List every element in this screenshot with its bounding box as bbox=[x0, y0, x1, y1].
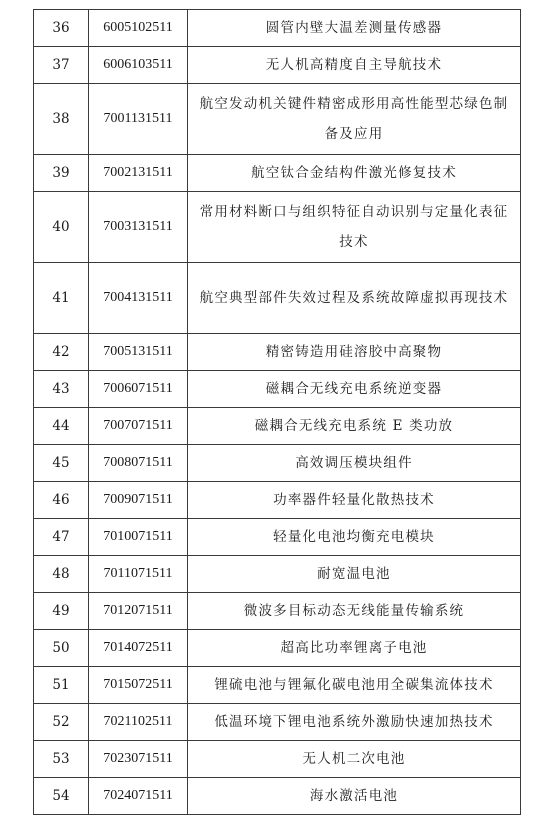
technology-name-cell: 功率器件轻量化散热技术 bbox=[188, 482, 521, 519]
row-number-cell: 44 bbox=[34, 408, 89, 445]
technology-name-cell: 超高比功率锂离子电池 bbox=[188, 630, 521, 667]
technology-name-cell: 航空发动机关键件精密成形用高性能型芯绿色制备及应用 bbox=[188, 84, 521, 155]
table-row bbox=[34, 556, 521, 593]
project-code-cell: 7023071511 bbox=[89, 741, 188, 778]
project-code-cell: 6005102511 bbox=[89, 10, 188, 47]
table-row bbox=[34, 47, 521, 84]
table-row bbox=[34, 741, 521, 778]
row-number-cell: 45 bbox=[34, 445, 89, 482]
project-code-cell: 7024071511 bbox=[89, 778, 188, 815]
table-row bbox=[34, 192, 521, 263]
project-code-cell: 7011071511 bbox=[89, 556, 188, 593]
technology-name-cell: 海水激活电池 bbox=[188, 778, 521, 815]
table-row bbox=[34, 593, 521, 630]
project-code-cell: 7021102511 bbox=[89, 704, 188, 741]
technology-name-cell: 轻量化电池均衡充电模块 bbox=[188, 519, 521, 556]
technology-name-cell: 无人机高精度自主导航技术 bbox=[188, 47, 521, 84]
technology-list-table-wrapper bbox=[33, 9, 509, 815]
table-row bbox=[34, 84, 521, 155]
table-row bbox=[34, 704, 521, 741]
table-row bbox=[34, 445, 521, 482]
table-body bbox=[34, 10, 521, 815]
row-number-cell: 39 bbox=[34, 155, 89, 192]
technology-name-cell: 低温环境下锂电池系统外激励快速加热技术 bbox=[188, 704, 521, 741]
project-code-cell: 6006103511 bbox=[89, 47, 188, 84]
project-code-cell: 7002131511 bbox=[89, 155, 188, 192]
row-number-cell: 50 bbox=[34, 630, 89, 667]
row-number-cell: 36 bbox=[34, 10, 89, 47]
table-row bbox=[34, 155, 521, 192]
row-number-cell: 47 bbox=[34, 519, 89, 556]
row-number-cell: 51 bbox=[34, 667, 89, 704]
project-code-cell: 7001131511 bbox=[89, 84, 188, 155]
table-row bbox=[34, 630, 521, 667]
technology-list-table bbox=[33, 9, 521, 815]
table-row bbox=[34, 667, 521, 704]
row-number-cell: 48 bbox=[34, 556, 89, 593]
row-number-cell: 37 bbox=[34, 47, 89, 84]
technology-name-cell: 常用材料断口与组织特征自动识别与定量化表征技术 bbox=[188, 192, 521, 263]
technology-name-cell: 磁耦合无线充电系统逆变器 bbox=[188, 371, 521, 408]
technology-name-cell: 耐宽温电池 bbox=[188, 556, 521, 593]
row-number-cell: 52 bbox=[34, 704, 89, 741]
row-number-cell: 40 bbox=[34, 192, 89, 263]
project-code-cell: 7007071511 bbox=[89, 408, 188, 445]
project-code-cell: 7006071511 bbox=[89, 371, 188, 408]
table-row bbox=[34, 263, 521, 334]
project-code-cell: 7008071511 bbox=[89, 445, 188, 482]
technology-name-cell: 微波多目标动态无线能量传输系统 bbox=[188, 593, 521, 630]
table-row bbox=[34, 10, 521, 47]
technology-name-cell: 高效调压模块组件 bbox=[188, 445, 521, 482]
row-number-cell: 41 bbox=[34, 263, 89, 334]
project-code-cell: 7010071511 bbox=[89, 519, 188, 556]
technology-name-cell: 圆管内壁大温差测量传感器 bbox=[188, 10, 521, 47]
technology-name-cell: 航空钛合金结构件激光修复技术 bbox=[188, 155, 521, 192]
row-number-cell: 54 bbox=[34, 778, 89, 815]
table-row bbox=[34, 482, 521, 519]
technology-name-cell: 无人机二次电池 bbox=[188, 741, 521, 778]
technology-name-cell: 航空典型部件失效过程及系统故障虚拟再现技术 bbox=[188, 263, 521, 334]
technology-name-cell: 锂硫电池与锂氟化碳电池用全碳集流体技术 bbox=[188, 667, 521, 704]
row-number-cell: 49 bbox=[34, 593, 89, 630]
project-code-cell: 7009071511 bbox=[89, 482, 188, 519]
row-number-cell: 42 bbox=[34, 334, 89, 371]
row-number-cell: 46 bbox=[34, 482, 89, 519]
project-code-cell: 7012071511 bbox=[89, 593, 188, 630]
row-number-cell: 38 bbox=[34, 84, 89, 155]
table-row bbox=[34, 778, 521, 815]
project-code-cell: 7004131511 bbox=[89, 263, 188, 334]
table-row bbox=[34, 519, 521, 556]
project-code-cell: 7005131511 bbox=[89, 334, 188, 371]
table-row bbox=[34, 334, 521, 371]
table-row bbox=[34, 371, 521, 408]
project-code-cell: 7003131511 bbox=[89, 192, 188, 263]
project-code-cell: 7014072511 bbox=[89, 630, 188, 667]
project-code-cell: 7015072511 bbox=[89, 667, 188, 704]
row-number-cell: 53 bbox=[34, 741, 89, 778]
technology-name-cell: 磁耦合无线充电系统 E 类功放 bbox=[188, 408, 521, 445]
row-number-cell: 43 bbox=[34, 371, 89, 408]
table-row bbox=[34, 408, 521, 445]
technology-name-cell: 精密铸造用硅溶胶中高聚物 bbox=[188, 334, 521, 371]
